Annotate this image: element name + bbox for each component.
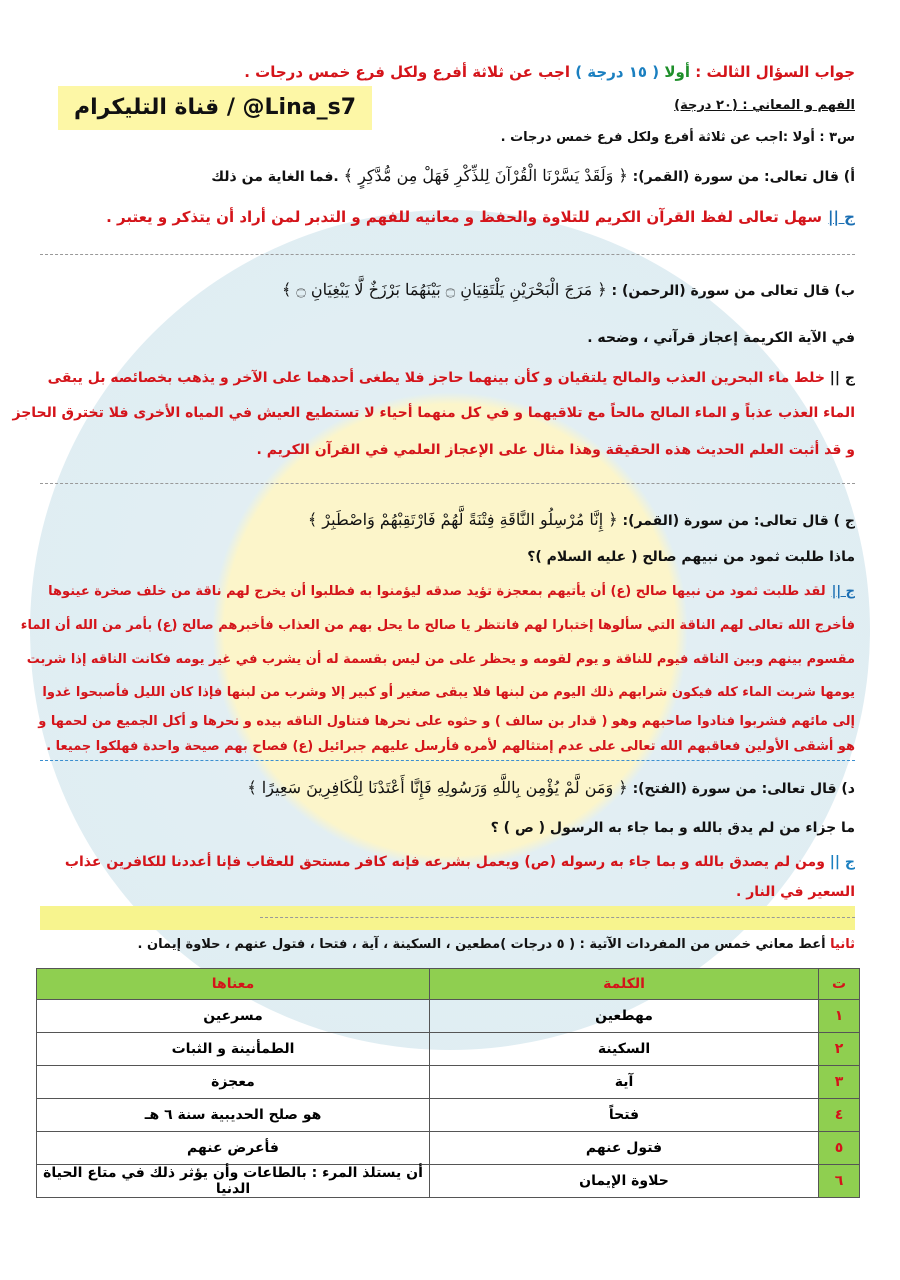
divider: [40, 483, 855, 484]
question-a-verse: ﴿ وَلَقَدْ يَسَّرْنَا الْقُرْآنَ لِلذِّكْرِ فَهَلْ مِن مُّدَّكِرٍ ﴾: [343, 166, 628, 185]
second-label: ثانيا: [830, 937, 855, 952]
row-number: ٤: [819, 1099, 860, 1132]
answer-marker: ج ||: [829, 854, 855, 870]
question-intro: س٣ : أولا :اجب عن ثلاثة أفرع ولكل فرع خمس درجات .: [500, 130, 855, 145]
second-text: أعط معاني خمس من المفردات الآتية : ( ٥ درجات )مطعين ، السكينة ، آية ، فتحا ، فتول عنهم ، حلاوة إيمان .: [137, 937, 826, 952]
row-word: السكينة: [430, 1033, 819, 1066]
answer-text: لقد طلبت ثمود من نبيها صالح (ع) أن يأتيهم بمعجزة تؤيد صدقه ليؤمنوا به فطلبوا أن يخرج لهم ناقة من خلف صخرة عينوها: [48, 584, 826, 599]
question-b: [40, 280, 855, 301]
divider: [40, 760, 855, 761]
table-row: [37, 1132, 860, 1165]
table-row: [37, 1033, 860, 1066]
question-c-text: ماذا طلبت ثمود من نبيهم صالح ( عليه السلام )؟: [527, 549, 855, 565]
answer-marker: ج ||: [831, 584, 855, 599]
row-word: مهطعين: [430, 1000, 819, 1033]
row-meaning: فأعرض عنهم: [37, 1132, 430, 1165]
question-a: [40, 166, 855, 187]
highlight-band: [40, 906, 855, 930]
answer-marker: ج ||: [828, 208, 855, 226]
table-row: [37, 1099, 860, 1132]
question-a-text: .فما الغاية من ذلك: [211, 169, 339, 185]
answer-text: ومن لم يصدق بالله و بما جاء به رسوله (ص) ويعمل بشرعه فإنه كافر مستحق للعقاب فإنا أعددنا للكافرين عذاب: [64, 854, 825, 870]
answer-c-line: مقسوم بينهم وبين الناقه فيوم للناقة و يوم لقومه و يحظر على من ليس بقسمة له أن يشرب في غير يومه فكانت الناقه إذا شربت: [26, 652, 855, 667]
header-word: الكلمة: [430, 969, 819, 1000]
answer-c-line: يومها شربت الماء كله فيكون شرابهم ذلك اليوم من لبنها فلا يبقى صغير أو كبير إلا وشرب من لبنها فإذا كان الليل فأصبحوا غدوا: [42, 685, 855, 700]
row-number: ٣: [819, 1066, 860, 1099]
answer-c-line: فأخرج الله تعالى لهم الناقة التي سألوها إختبارا لهم فانتظر يا صالح ما يحل بهم من العذاب فأخبرهم صالح (ع) بأمر من الله أن الماء: [20, 618, 855, 633]
question-a-prompt: أ) قال تعالى: من سورة (القمر):: [632, 169, 855, 185]
answer-b-line: و قد أثبت العلم الحديث هذه الحقيقة وهذا مثال على الإعجاز العلمي في القرآن الكريم .: [256, 442, 855, 458]
answer-c-line: [40, 582, 855, 602]
row-word: حلاوة الإيمان: [430, 1165, 819, 1198]
answer-d-line: [40, 852, 855, 872]
answer-a: [40, 207, 855, 227]
table-header-row: [37, 969, 860, 1000]
header-meaning: معناها: [37, 969, 430, 1000]
divider: [260, 917, 855, 918]
row-word: فتحاً: [430, 1099, 819, 1132]
row-meaning: أن يستلذ المرء : بالطاعات وأن يؤثر ذلك في متاع الحياة الدنيا: [37, 1165, 430, 1198]
row-number: ٥: [819, 1132, 860, 1165]
question-d-verse: ﴿ وَمَن لَّمْ يُؤْمِن بِاللَّهِ وَرَسُولِهِ فَإِنَّا أَعْتَدْنَا لِلْكَافِرِينَ سَعِيرًا ﴾: [247, 778, 628, 797]
question-b-verse: ﴿ مَرَجَ الْبَحْرَيْنِ يَلْتَقِيَانِ ۝ بَيْنَهُمَا بَرْزَخٌ لَّا يَبْغِيَانِ ۝ ﴾: [281, 280, 607, 299]
answer-b-line: الماء العذب عذباً و الماء المالح مالحاً مع تلاقيهما و في كل منهما أحياء لا تستطيع العيش في المياه الأخرى فلا تخترق الحاجز: [12, 405, 855, 421]
question-b-prompt: ب) قال تعالى من سورة (الرحمن) :: [611, 283, 855, 299]
question-d-prompt: د) قال تعالى: من سورة (الفتح):: [632, 781, 855, 797]
question-d-text: ما جزاء من لم يدق بالله و بما جاء به الرسول ( ص ) ؟: [490, 820, 855, 836]
question-c-verse: ﴿ إِنَّا مُرْسِلُو النَّاقَةِ فِتْنَةً لَّهُمْ فَارْتَقِبْهُمْ وَاصْطَبِرْ ﴾: [307, 510, 618, 529]
title-grade: ( ١٥ درجة ): [575, 63, 660, 81]
row-number: ١: [819, 1000, 860, 1033]
question-c-prompt: ج ) قال تعالى: من سورة (القمر):: [622, 513, 855, 529]
second-question: [40, 935, 855, 955]
row-word: فتول عنهم: [430, 1132, 819, 1165]
header-number: ت: [819, 969, 860, 1000]
vocabulary-table: [36, 968, 860, 1198]
row-meaning: هو صلح الحديبية سنة ٦ هـ: [37, 1099, 430, 1132]
divider: [40, 254, 855, 255]
question-b-text: في الآية الكريمة إعجاز قرآني ، وضحه .: [587, 330, 855, 346]
row-meaning: معجزة: [37, 1066, 430, 1099]
answer-b-line: [40, 368, 855, 388]
telegram-channel-label: قناة التليكرام / @Lina_s7: [58, 86, 372, 130]
title-rest: اجب عن ثلاثة أفرع ولكل فرع خمس درجات .: [244, 63, 570, 81]
row-word: آية: [430, 1066, 819, 1099]
table-row: [37, 1066, 860, 1099]
question-c: [40, 510, 855, 531]
row-number: ٢: [819, 1033, 860, 1066]
answer-d-line: السعير في النار .: [736, 884, 855, 900]
row-meaning: مسرعين: [37, 1000, 430, 1033]
title-first: أولا: [664, 63, 691, 81]
answer-c-line: إلى مائهم فشربوا فنادوا صاحبهم وهو ( قدار بن سالف ) و حثوه على نحرها فتناول الناقه بيده و نحرها و أكل الجميع من لحمها و: [38, 714, 855, 729]
answer-text: خلط ماء البحرين العذب والمالح يلتقيان و كأن بينهما حاجز فلا يطغى أحدهما على الآخر و يذهب بخصائصه بل يبقى: [47, 370, 825, 386]
section-heading: الفهم و المعاني : (٢٠ درجة): [674, 98, 855, 113]
title-prefix: جواب السؤال الثالث :: [695, 63, 855, 81]
answer-marker: ج ||: [829, 370, 855, 386]
row-meaning: الطمأنينة و الثبات: [37, 1033, 430, 1066]
table-row: [37, 1000, 860, 1033]
row-number: ٦: [819, 1165, 860, 1198]
answer-title: [40, 62, 855, 82]
question-d: [40, 778, 855, 799]
table-row: [37, 1165, 860, 1198]
answer-c-line: هو أشقى الأولين فعاقبهم الله تعالى على عدم إمتثالهم لأمره فأرسل عليهم جبرائيل (ع) فصاح بهم صيحة واحدة فهلكوا جميعا .: [46, 739, 855, 754]
answer-a-text: سهل تعالى لفظ القرآن الكريم للتلاوة والحفظ و معانيه للفهم و التدبر لمن أراد أن يتذكر و يعتبر .: [106, 208, 822, 226]
